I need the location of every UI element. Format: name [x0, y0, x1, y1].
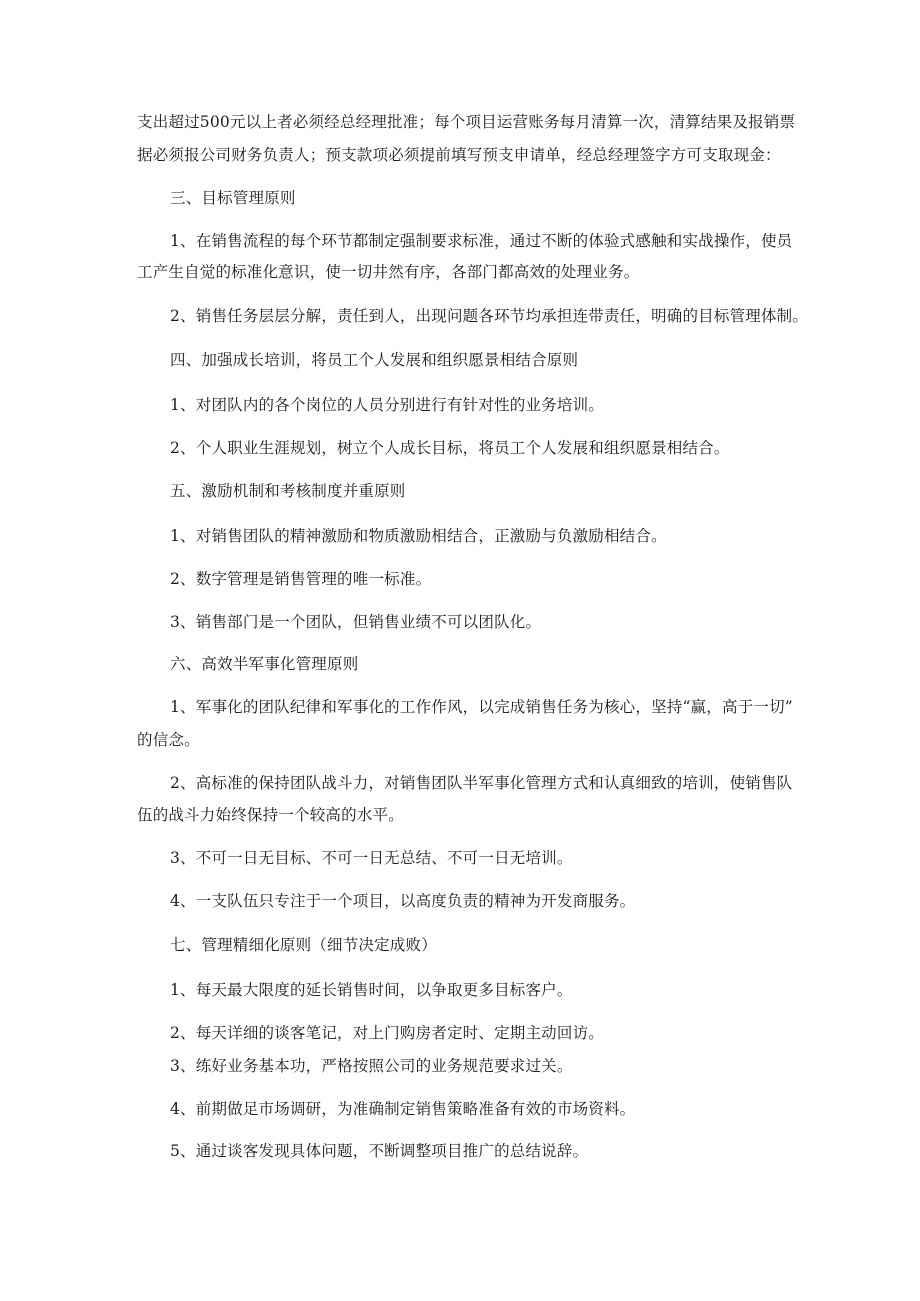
section-5-item-1: 1、对销售团队的精神激励和物质激励相结合，正激励与负激励相结合。: [170, 527, 667, 545]
section-5-heading: 五、激励机制和考核制度并重原则: [170, 482, 406, 500]
section-5-item-3: 3、销售部门是一个团队，但销售业绩不可以团队化。: [170, 613, 542, 631]
section-3-item-1-line-2: 工产生自觉的标准化意识，使一切井然有序，各部门都高效的处理业务。: [137, 263, 640, 281]
section-6-item-1-line-2: 的信念。: [137, 731, 200, 749]
section-6-item-2-line-2: 伍的战斗力始终保持一个较高的水平。: [137, 806, 404, 824]
intro-line-1: 支出超过500元以上者必须经总经理批准；每个项目运营账务每月清算一次，清算结果及报销票: [137, 113, 796, 131]
section-7-item-2: 2、每天详细的谈客笔记，对上门购房者定时、定期主动回访。: [170, 1024, 604, 1042]
section-5-item-2: 2、数字管理是销售管理的唯一标准。: [170, 570, 432, 588]
section-7-item-3: 3、练好业务基本功，严格按照公司的业务规范要求过关。: [170, 1057, 573, 1075]
section-4-item-1: 1、对团队内的各个岗位的人员分别进行有针对性的业务培训。: [170, 396, 604, 414]
section-6-item-3: 3、不可一日无目标、不可一日无总结、不可一日无培训。: [170, 849, 573, 867]
section-6-item-1-line-1: 1、军事化的团队纪律和军事化的工作作风，以完成销售任务为核心，坚持“赢，高于一切”: [170, 698, 793, 716]
section-7-item-1: 1、每天最大限度的延长销售时间，以争取更多目标客户。: [170, 981, 573, 999]
section-7-item-4: 4、前期做足市场调研，为准确制定销售策略准备有效的市场资料。: [170, 1100, 636, 1118]
section-3-item-2: 2、销售任务层层分解，责任到人，出现问题各环节均承担连带责任，明确的目标管理体制。: [170, 307, 809, 325]
section-6-item-2-line-1: 2、高标准的保持团队战斗力，对销售团队半军事化管理方式和认真细致的培训，使销售队: [170, 774, 793, 792]
section-6-item-4: 4、一支队伍只专注于一个项目，以高度负责的精神为开发商服务。: [170, 892, 636, 910]
section-7-heading: 七、管理精细化原则（细节决定成败）: [170, 936, 437, 954]
section-4-item-2: 2、个人职业生涯规划，树立个人成长目标，将员工个人发展和组织愿景相结合。: [170, 439, 730, 457]
section-7-item-5: 5、通过谈客发现具体问题，不断调整项目推广的总结说辞。: [170, 1142, 589, 1160]
section-3-item-1-line-1: 1、在销售流程的每个环节都制定强制要求标准，通过不断的体验式感触和实战操作，使员: [170, 232, 793, 250]
intro-line-2: 据必须报公司财务负责人；预支款项必须提前填写预支申请单，经总经理签字方可支取现金：: [137, 146, 781, 164]
section-3-heading: 三、目标管理原则: [170, 189, 296, 207]
section-6-heading: 六、高效半军事化管理原则: [170, 655, 359, 673]
section-4-heading: 四、加强成长培训，将员工个人发展和组织愿景相结合原则: [170, 351, 579, 369]
